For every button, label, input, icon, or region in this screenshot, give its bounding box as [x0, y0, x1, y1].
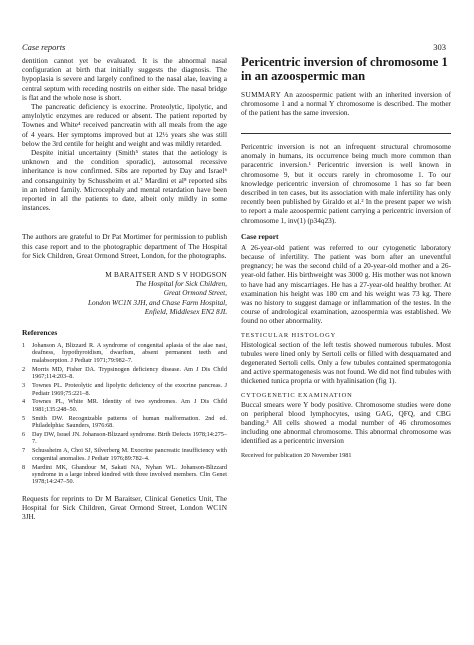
reference-number: 2: [22, 365, 26, 373]
body-paragraph: Despite initial uncertainty (Smith⁵ states that the aetiology is unknown and the condition sporadic), autosomal recessive inheritance is now confirmed. Sibs are reported by Day and Israel⁶ and consanguinity by Schussheim et al.⁷ Mardini et al⁸ reported sibs in an inbred family. Microcephaly and mental retardation have been reported in all the patients to date, albeit only mildly in some instances.: [22, 148, 227, 213]
acknowledgement: The authors are grateful to Dr Pat Mortimer for permission to publish this case report and to the photographic department of The Hospital for Sick Children, Great Ormond Street, London, for the photographs.: [22, 232, 227, 260]
reference-item: [22, 366, 227, 381]
reference-number: 5: [22, 414, 26, 422]
reference-text: Townes PL, White MR. Identity of two syndromes. Am J Dis Child 1981;135:248–50.: [32, 398, 227, 413]
affiliation-line: The Hospital for Sick Children,: [135, 279, 227, 289]
reference-item: [22, 415, 227, 430]
received-date: Received for publication 20 November 1981: [241, 451, 352, 459]
left-column: [22, 56, 227, 522]
author-names: M BARAITSER AND S V HODGSON: [105, 270, 227, 280]
author-block: [22, 270, 227, 316]
reference-number: 6: [22, 431, 26, 439]
reference-number: 1: [22, 342, 26, 350]
case-report-paragraph: A 26-year-old patient was referred to our cytogenetic laboratory because of infertility. The patient was born after an uneventful pregnancy; he was the second child of a 20-year-old mother and a 26-year-old father. His birthweight was 3000 g. His mother was not known to have had any miscarriages. He has a 27-year-old healthy brother. At examination his height was 180 cm and his weight was 73 kg. There was no history to suggest damage or inflammation of the testes. In the course of andrological examination, azoospermia was established. We found no other abnormality.: [241, 242, 451, 326]
references-heading: References: [22, 328, 58, 338]
summary-text: An azoospermic patient with an inherited inversion of chromosome 1 and a normal Y chromosome is described. The mother of the patient has the same inversion.: [241, 90, 452, 118]
reference-text: Morris MD, Fisher DA. Trypsinogen deficiency disease. Am J Dis Child 1967;114:203–8.: [32, 365, 227, 381]
reference-number: 8: [22, 463, 26, 471]
right-column: [241, 56, 451, 459]
affiliation-line: Enfield, Middlesex EN2 8JL: [144, 306, 227, 316]
reference-list: [22, 342, 227, 486]
page-number: 303: [433, 42, 446, 52]
reference-number: 7: [22, 447, 26, 455]
affiliation-line: Great Ormond Street,: [163, 288, 227, 298]
histology-paragraph: Histological section of the left testis showed numerous tubules. Most tubules were lined only by Sertoli cells or filled with desquamated and degenerated Sertoli cells. Only a few tubules contained spermatogonia and active spermatogenesis was not found. We did not find tubules with thickened tunica propria or with hyalinisation (fig 1).: [241, 339, 451, 386]
case-report-heading: Case report: [241, 231, 279, 241]
reference-text: Smith DW. Recognizable patterns of human malformation. 2nd ed. Philadelphia: Saunders, 1976:68.: [32, 414, 227, 430]
reference-text: Mardini MK, Ghandour M, Sakati NA, Nyhan WL. Johanson-Blizzard syndrome in a large inbred kindred with three involved members. Clin Genet 1978;14:247–50.: [32, 463, 227, 486]
reference-text: Johanson A, Blizzard R. A syndrome of congenital aplasia of the alae nasi, deafness, hypothyroidism, dwarfism, absent permanent teeth and malabsorption. J Pediatr 1971;79:982–7.: [32, 342, 227, 364]
reference-text: Day DW, Israel JN. Johanson-Blizzard syndrome. Birth Defects 1978;14:275–7.: [32, 431, 227, 446]
body-paragraph: dentition cannot yet be evaluated. It is the abnormal nasal configuration at birth that initially suggests the diagnosis. The hypoplasia is severe and largely confined to the nasal alae, leaving a central septum with receding nostrils on either side. The nasal bridge is flat and the whole nose is short.: [22, 56, 227, 102]
article-title: Pericentric inversion of chromosome 1 in an azoospermic man: [241, 55, 448, 83]
reference-number: 3: [22, 382, 26, 390]
cytogenetic-paragraph: Buccal smears were Y body positive. Chromosome studies were done on peripheral blood lymphocytes, using GAG, QFQ, and CBG banding.³ All cells showed a modal number of 46 chromosomes including one abnormal chromosome. This abnormal chromosome was identified as a pericentric inversion: [241, 399, 451, 446]
intro-paragraph: Pericentric inversion is not an infrequent structural chromosome anomaly in humans, its occurrence being much more common than paracentric inversion.¹ Pericentric inversion is well known in chromosome 9, but it occurs rarely in chromosome 1. To our knowledge pericentric inversion of chromosome 1 has so far been described in ten cases, but its association with male infertility has only recently been published by Giraldo et al.² In the present paper we wish to report a male azoospermic patient carrying a pericentric inversion of chromosome 1, inv(1) (p34q23).: [241, 141, 451, 225]
reference-text: Townes PL. Proteolytic and lipolytic deficiency of the exocrine pancreas. J Pediatr 1969;75:221–8.: [32, 382, 227, 397]
affiliation-line: London WC1N 3JH, and Chase Farm Hospital,: [87, 297, 227, 307]
article-summary: [241, 90, 451, 118]
body-paragraph: The pancreatic deficiency is exocrine. Proteolytic, lipolytic, and amylolytic enzymes are reduced or absent. The patient reported by Townes and White⁴ received pancreatin with all meals from the age of 4 years. Her symptoms improved but at 12½ years she was still below the 3rd centile for height and weight and was mildly retarded.: [22, 102, 227, 148]
reference-item: [22, 464, 227, 486]
reference-text: Schussheim A, Choi SJ, Silverberg M. Exocrine pancreatic insufficiency with congenital anomalies. J Pediatr 1976;89:782–4.: [32, 447, 227, 462]
reference-item: [22, 342, 227, 364]
histology-heading: TESTICULAR HISTOLOGY: [241, 331, 337, 339]
reference-number: 4: [22, 398, 26, 406]
summary-label: SUMMARY: [241, 90, 282, 99]
running-header-section: Case reports: [22, 42, 66, 52]
reference-item: [22, 447, 227, 462]
reference-item: [22, 398, 227, 413]
reference-item: [22, 382, 227, 397]
cytogenetic-heading: CYTOGENETIC EXAMINATION: [241, 391, 353, 399]
reference-item: [22, 431, 227, 446]
reprint-request: Requests for reprints to Dr M Baraitser, Clinical Genetics Unit, The Hospital for Sick Children, Great Ormond Street, London WC1N 3JH.: [22, 493, 227, 522]
